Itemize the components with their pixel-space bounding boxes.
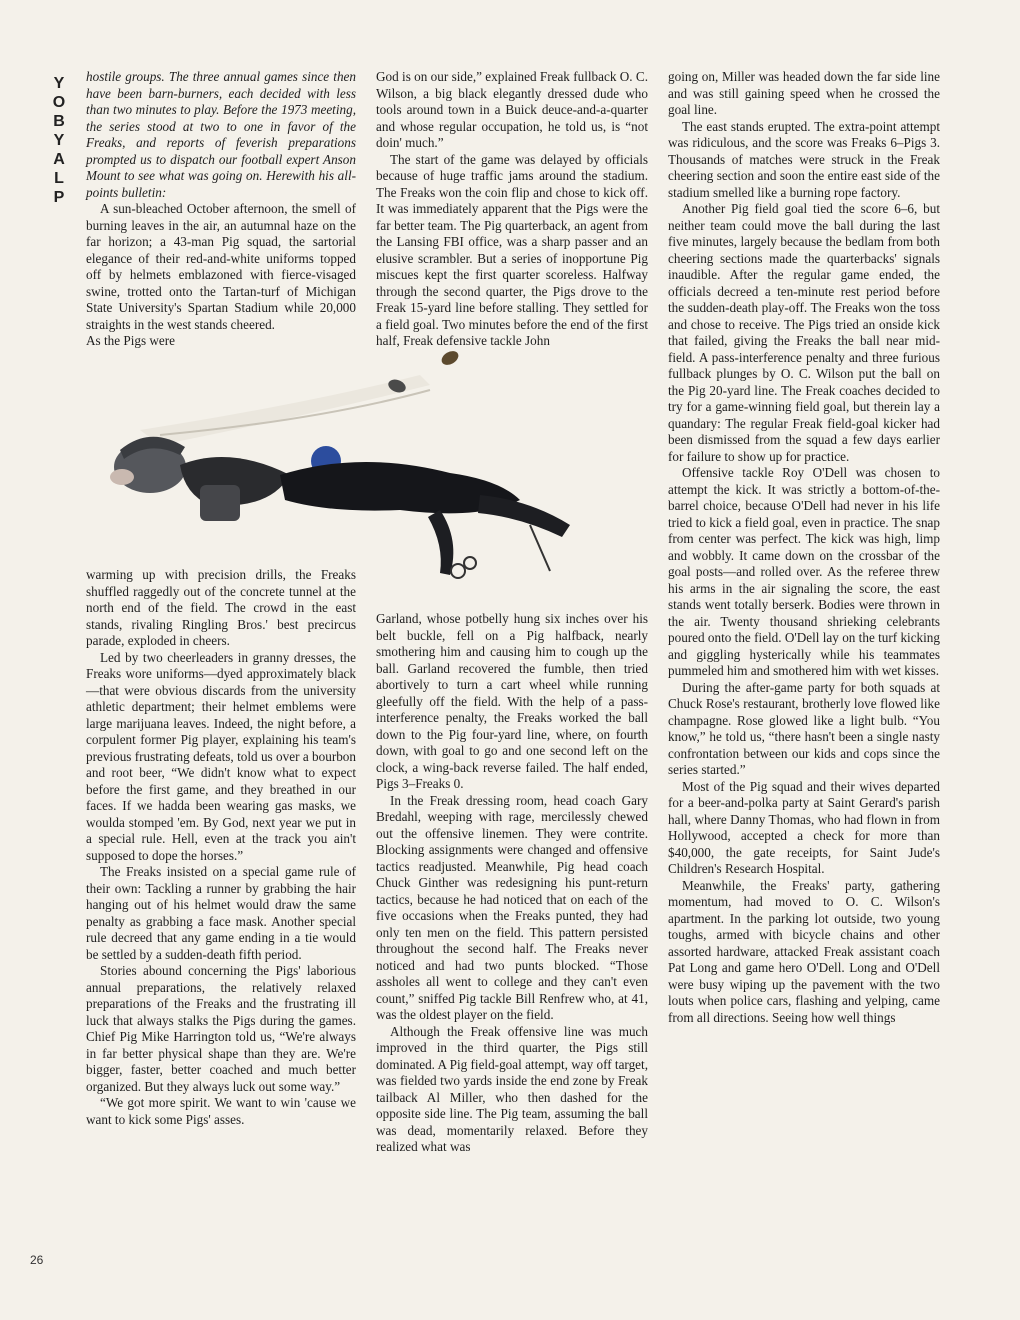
football-icon — [439, 348, 461, 367]
running-head-letter: Y — [53, 75, 67, 92]
body-paragraph: In the Freak dressing room, head coach Gary Bredahl, weeping with rage, mercilessly chewed out the offensive linemen. They were contrite. Blocking assignments were changed and offensive tactics readjusted. Meanwhile, Pig head coach Chuck Ginther was redesigning his punt-return tactics, because he had noticed that on each of the five occasions when the Freaks punted, they had only ten men on the field. This pattern persisted throughout the second half. The Freaks never noticed and had two punts blocked. “Those assholes all went to college and they can't even count,” sniffed Pig tackle Bill Renfrew who, at 41, was the oldest player on the field. — [376, 792, 648, 1022]
body-paragraph: The east stands erupted. The extra-point attempt was ridiculous, and the score was Freaks 6–Pigs 3. Thousands of matches were struck in the Freak cheering section and soon the entire east side of the stadium smelled like a burning rope factory. — [668, 118, 940, 200]
stick — [530, 525, 550, 571]
body-paragraph: During the after-game party for both squads at Chuck Rose's restaurant, brotherly love flowed like champagne. Rose glowed like a light bulb. “You know,” he told us, “there hasn't been a single nasty confrontation between our kids and cops since the series started.” — [668, 679, 940, 777]
freak-leg — [428, 510, 453, 575]
body-paragraph: Most of the Pig squad and their wives departed for a beer-and-polka party at Saint Gerard's parish hall, where Danny Thomas, who had flown in from Hollywood, accepted a check for more than $40,000, the gate receipts, for Saint Jude's Children's Research Hospital. — [668, 778, 940, 876]
body-paragraph: A sun-bleached October afternoon, the smell of burning leaves in the air, an autumnal haze on the far horizon; a 43-man Pig squad, the sartorial elegance of their red-and-white uniforms topped off by helmets emblazoned with fierce-visaged swine, trotted onto the Tartan-turf of Michigan State University's Spartan Stadium while 20,000 straights in the west stands cheered. — [86, 201, 356, 332]
pig-arm — [200, 485, 240, 521]
column-2-bottom — [376, 611, 648, 1156]
freak-leg — [478, 495, 570, 537]
column-3 — [668, 69, 940, 1026]
body-paragraph: Another Pig field goal tied the score 6–6, but neither team could move the ball during the last five minutes, largely because the bedlam from both cheering sections made the quarterbacks' signals inaudible. After the regular game ended, the officials decreed a ten-minute rest period before the sudden-death play-off. The Freaks won the toss and chose to receive. The Pigs tried an onside kick that failed, giving the Freaks the ball near mid-field. A pass-interference penalty and three furious fullback plunges by O. C. Wilson put the ball on the Pig 20-yard line. The Freak coaches decided to try for a game-winning field goal, but therein lay a quandary: The regular Freak field-goal kicker had been dismissed from the squad a few days earlier for failure to show up for practice. — [668, 201, 940, 464]
column-2-top — [376, 69, 648, 350]
column-1-bottom — [86, 567, 356, 1128]
running-head-letter: P — [53, 189, 67, 206]
body-paragraph: The Freaks insisted on a special game rule of their own: Tackling a runner by grabbing the hair hanging out of his helmet would draw the same penalty as grabbing a face mask. Another special rule decreed that any game ending in a tie would be settled by a sudden-death fifth period. — [86, 864, 356, 962]
chain-icon — [464, 557, 476, 569]
body-paragraph: Led by two cheerleaders in granny dresses, the Freaks wore uniforms—dyed approximately black—that were obvious discards from the university athletic department; their helmet emblems were large marijuana leaves. Indeed, the night before, a corpulent former Pig player, explaining his team's previous frustrating defeats, told us over a bourbon and root beer, “We didn't know what to expect before the first game, and they breathed in our faces. If we hadda been wearing gas masks, we woulda stomped 'em. By God, next year we put in a special rule. Hell, even at the track you ain't supposed to dope the horses.” — [86, 649, 356, 863]
intro-paragraph: hostile groups. The three annual games since then have been barn-burners, each decided with less than two minutes to play. Before the 1973 meeting, the series stood at two to one in favor of the Freaks, and reports of feverish preparations prompted us to dispatch our football expert Anson Mount to see what was going on. Herewith his all-points bulletin: — [86, 69, 356, 200]
body-paragraph: Offensive tackle Roy O'Dell was chosen to attempt the kick. It was strictly a bottom-of-the-barrel choice, because O'Dell had never in his life tried to kick a field goal, even in practice. The snap from center was perfect. The kick was high, limp and wobbly. It came down on the crossbar of the goal posts—and rolled over. As the referee threw his arms in the air signaling the score, the east stands went totally berserk. Bodies were thrown in the air. Twenty thousand shrieking celebrants poured onto the field. O'Dell lay on the turf kicking and giggling hysterically while his teammates pummeled him and smothered him with wet kisses. — [668, 465, 940, 678]
body-paragraph: Stories abound concerning the Pigs' laborious annual preparations, the relatively relaxed preparations of the Freaks and the frustrating ill luck that always stalks the Pigs during the games. Chief Pig Mike Harrington told us, “We're always in far better physical shape than they are. We're bigger, faster, better coached and much better organized. But they always luck out some way.” — [86, 963, 356, 1094]
running-head-letter: O — [52, 94, 68, 111]
running-head-letter: A — [53, 151, 67, 168]
body-paragraph: “We got more spirit. We want to win 'cause we want to kick some Pigs' asses. — [86, 1095, 356, 1127]
chain-icon — [451, 564, 465, 578]
running-head-letter: Y — [53, 132, 67, 149]
column-1-top — [86, 69, 356, 350]
pig-snout — [110, 469, 134, 485]
body-paragraph: The start of the game was delayed by officials because of huge traffic jams around the stadium. The Freaks won the coin flip and chose to kick off. It was immediately apparent that the Pigs were the far better team. The Pig quarterback, an agent from the Lansing FBI office, was a sharp passer and an elusive scrambler. But a series of inopportune Pig miscues kept the first quarter scoreless. Halfway through the second quarter, the Pigs drove to the Freak 15-yard line before stalling. They settled for a field goal. Two minutes before the end of the first half, Freak defensive tackle John — [376, 151, 648, 348]
running-head-letter: B — [53, 113, 67, 130]
body-paragraph: warming up with precision drills, the Freaks shuffled raggedly out of the concrete tunnel at the north end of the field. The crowd in the east stands, rivaling Ringling Bros.' best precircus parade, exploded in cheers. — [86, 567, 356, 648]
body-paragraph: As the Pigs were — [86, 333, 176, 348]
tackle-illustration — [100, 335, 620, 605]
running-head — [50, 74, 70, 207]
body-paragraph: going on, Miller was headed down the far side line and was still gaining speed when he crossed the goal line. — [668, 69, 940, 117]
motion-streak — [140, 375, 430, 445]
body-paragraph: Meanwhile, the Freaks' party, gathering momentum, had moved to O. C. Wilson's apartment. In the parking lot outside, two young toughs, armed with bicycle chains and other assorted hardware, attacked Freak assistant coach Pat Long and game hero O'Dell. Long and O'Dell were busy wiping up the pavement with the two louts when police cars, flashing and yelping, came from all directions. Seeing how well things — [668, 877, 940, 1025]
running-head-letter: L — [54, 170, 66, 187]
body-paragraph: Garland, whose potbelly hung six inches over his belt buckle, fell on a Pig halfback, nearly smothering him and causing him to cough up the ball. Garland recovered the fumble, then tried abortively to turn a cart wheel while running gleefully off the field. With the help of a pass-interference penalty, the Freaks worked the ball down to the Pig four-yard line, where, on fourth down, with goal to go and one second left on the clock, a wing-back reverse failed. The half ended, Pigs 3–Freaks 0. — [376, 611, 648, 791]
page-number: 26 — [30, 1253, 44, 1267]
body-paragraph: Although the Freak offensive line was much improved in the third quarter, the Pigs still dominated. A Pig field-goal attempt, way off target, was fielded two yards inside the end zone by Freak tailback Al Miller, who then dashed for the opposite side line. The Pig team, assuming the ball was dead, momentarily relaxed. Before they realized what was — [376, 1023, 648, 1154]
body-paragraph: God is on our side,” explained Freak fullback O. C. Wilson, a big black elegantly dressed dude who tools around town in a Buick deuce-and-a-quarter and whose regular occupation, he told us, is “not doin' much.” — [376, 69, 648, 150]
